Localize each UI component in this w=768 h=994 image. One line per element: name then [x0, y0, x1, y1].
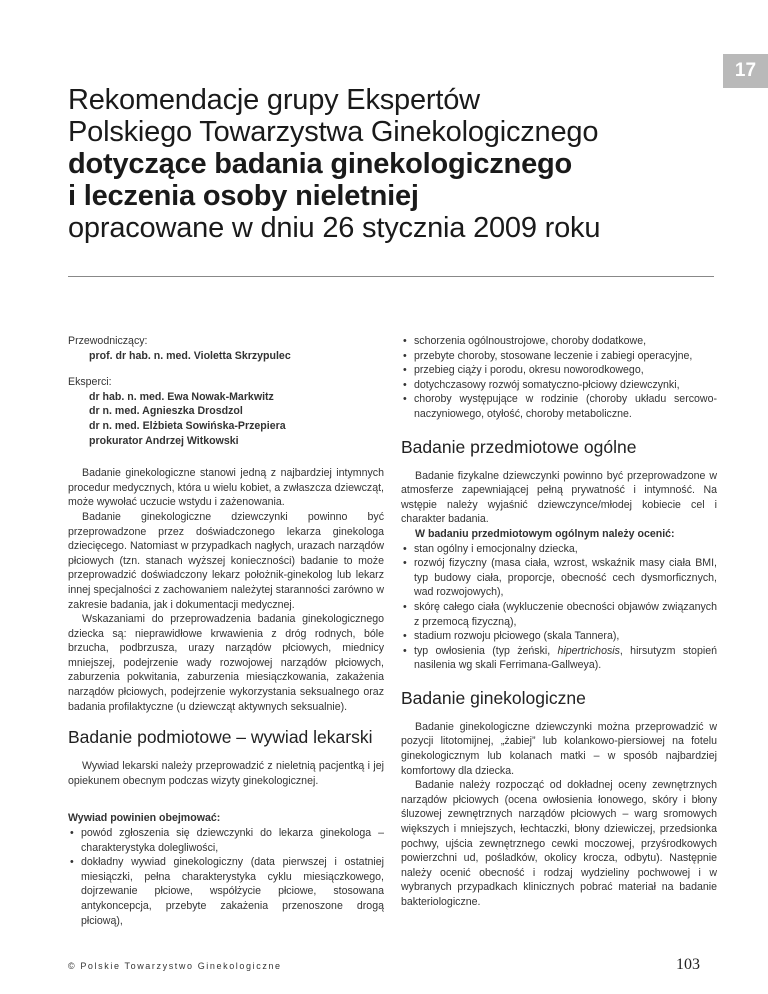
list-item: • stan ogólny i emocjonalny dziecka, [401, 542, 717, 557]
section-heading-gynecological-exam: Badanie ginekologiczne [401, 687, 586, 708]
expert-name: dr hab. n. med. Ewa Nowak-Markwitz [89, 390, 274, 403]
expert-name: dr n. med. Agnieszka Drosdzol [89, 405, 243, 418]
list-item: • stadium rozwoju płciowego (skala Tannera), [401, 629, 717, 644]
general-exam-paragraph: Badanie fizykalne dziewczynki powinno być przeprowadzone w atmosferze zapewniającej pełną prywatność i intymność. Na wstępie należy wyjaśnić dziewczynce/młodej kobiecie cel i charakter badania. [401, 469, 717, 526]
list-item: • przebieg ciąży i porodu, okresu noworodkowego, [401, 363, 717, 378]
title-line-4: i leczenia osoby nieletniej [68, 180, 419, 212]
title-line-5: opracowane w dniu 26 stycznia 2009 roku [68, 212, 601, 244]
list-item: • dotychczasowy rozwój somatyczno-płciowy dziewczynki, [401, 378, 717, 393]
title-divider [68, 276, 714, 277]
gyn-exam-paragraph-2: Badanie należy rozpocząć od dokładnej oceny zewnętrznych narządów płciowych (ocena owłosienia łonowego, skóry i błony śluzowej zewnętrznych narządów płciowych – warg sromowych większych i mniejszych, łechtaczki, błony dziewiczej, przedsionka pochwy, ujścia zewnętrznego cewki moczowej, przyśrodkowych powierzchni ud, pośladków, okolicy krocza, odbytu). Następnie należy ocenić obecność i rodzaj wydzieliny pochwowej i w wybranych przypadkach klinicznych pobrać materiał na badanie bakteriologiczne. [401, 779, 717, 908]
publisher-footer: © Polskie Towarzystwo Ginekologiczne [68, 961, 282, 971]
list-item: • przebyte choroby, stosowane leczenie i zabiegi operacyjne, [401, 349, 717, 364]
hair-text-suffix: , hirsutyzm stopień nasilenia wg skali Ferrimana-Gallweya). [414, 644, 717, 672]
title-line-1: Rekomendacje grupy Ekspertów [68, 84, 480, 116]
list-item: • schorzenia ogólnoustrojowe, choroby dodatkowe, [401, 334, 717, 349]
right-column [401, 334, 717, 910]
hair-text-prefix: typ owłosienia (typ żeński, [414, 644, 558, 657]
interview-list [68, 826, 384, 928]
intro-paragraph-2: Badanie ginekologiczne dziewczynki powinno być przeprowadzone przez doświadczonego lekarza ginekologa dziecięcego. Natomiast w przypadkach nagłych, urazach narządów płciowych (tzn. stanach wyższej konieczności) badanie to może przeprowadzić doświadczony lekarz położnik-ginekolog lub lekarz innej specjalności z zachowaniem należytej staranności zarówno w zakresie badania, jak i dokumentacji medycznej. [68, 510, 384, 611]
chapter-tab: 17 [723, 54, 768, 88]
assess-label: W badaniu przedmiotowym ogólnym należy ocenić: [415, 527, 675, 540]
history-list [401, 334, 717, 422]
intro-paragraph-1: Badanie ginekologiczne stanowi jedną z najbardziej intymnych procedur medycznych, która u wielu kobiet, a zwłaszcza dziewcząt, może wywołać uczucie wstydu i zażenowania. [68, 467, 384, 509]
expert-name: dr n. med. Elżbieta Sowińska-Przepiera [89, 419, 286, 432]
experts-label: Eksperci: [68, 376, 112, 389]
interview-list-label: Wywiad powinien obejmować: [68, 812, 221, 825]
intro-paragraph-3: Wskazaniami do przeprowadzenia badania ginekologicznego dziecka są: nieprawidłowe krwawienia z dróg rodnych, bóle brzucha, podbrzusza, urazy narządów płciowych, miednicy mniejszej, podejrzenie wady rozwojowej narządów płciowych, zaburzenia pokwitania, zaburzenia miesiączkowania, zakażenia narządów płciowych, podejrzenie wykorzystania seksualnego oraz badania profilaktyczne (u dziewcząt aktywnych seksualnie). [68, 613, 384, 713]
title-line-3: dotyczące badania ginekologicznego [68, 148, 573, 180]
assess-list [401, 542, 717, 673]
title-line-2: Polskiego Towarzystwa Ginekologicznego [68, 116, 599, 148]
list-item: • choroby występujące w rodzinie (choroby układu sercowo-naczyniowego, otyłość, choroby metaboliczne. [401, 392, 717, 421]
document-title [68, 84, 708, 244]
list-item: • powód zgłoszenia się dziewczynki do lekarza ginekologa – charakterystyka dolegliwości, [68, 826, 384, 855]
list-item: • skórę całego ciała (wykluczenie obecności objawów związanych z przemocą fizyczną), [401, 600, 717, 629]
hair-text-italic: hipertrichosis [557, 644, 620, 657]
section-heading-interview: Badanie podmiotowe – wywiad lekarski [68, 727, 373, 748]
left-column [68, 334, 384, 928]
list-item [401, 644, 717, 673]
list-item: • dokładny wywiad ginekologiczny (data pierwszej i ostatniej miesiączki, pełna charakterystyka cyklu miesiączkowego, dojrzewanie płciowe, współżycie płciowe, stosowana antykoncepcja, przebyte zakażenia przenoszone drogą płciową), [68, 855, 384, 928]
interview-paragraph: Wywiad lekarski należy przeprowadzić z nieletnią pacjentką i jej opiekunem obecnym podczas wizyty ginekologicznej. [68, 760, 384, 787]
chair-name: prof. dr hab. n. med. Violetta Skrzypulec [89, 349, 291, 362]
list-item: • rozwój fizyczny (masa ciała, wzrost, wskaźnik masy ciała BMI, typ budowy ciała, proporcje, obecność cech dysmorficznych, wad rozwojowych), [401, 556, 717, 600]
section-heading-general-exam: Badanie przedmiotowe ogólne [401, 436, 637, 457]
expert-name: prokurator Andrzej Witkowski [89, 434, 239, 447]
page-number: 103 [676, 956, 700, 973]
gyn-exam-paragraph-1: Badanie ginekologiczne dziewczynki można przeprowadzić w pozycji litotomijnej, „żabiej” lub kolankowo-piersiowej na fotelu ginekologicznym lub kolanach matki – w sposób najbardziej komfortowy dla dziecka. [401, 720, 717, 777]
chair-label: Przewodniczący: [68, 335, 148, 347]
